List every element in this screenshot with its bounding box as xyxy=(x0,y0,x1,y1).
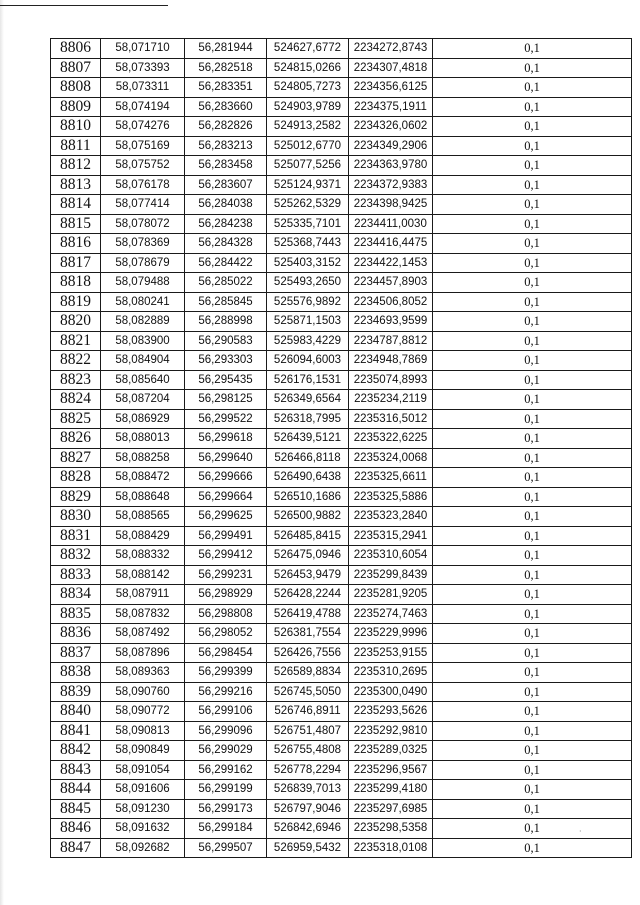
point-id-cell: 8824 xyxy=(51,390,101,410)
x-coordinate-cell: 525012,6770 xyxy=(267,136,349,156)
latitude-cell: 58,079488 xyxy=(101,273,185,293)
x-coordinate-cell: 526428,2244 xyxy=(267,585,349,605)
longitude-cell: 56,299106 xyxy=(185,702,267,722)
latitude-cell: 58,088565 xyxy=(101,507,185,527)
longitude-cell: 56,299184 xyxy=(185,819,267,839)
point-id-cell: 8830 xyxy=(51,507,101,527)
longitude-cell: 56,299491 xyxy=(185,526,267,546)
latitude-cell: 58,073311 xyxy=(101,78,185,98)
longitude-cell: 56,298454 xyxy=(185,643,267,663)
point-id-cell: 8814 xyxy=(51,195,101,215)
table-row xyxy=(51,370,632,390)
y-coordinate-cell: 2234416,4475 xyxy=(349,234,433,254)
latitude-cell: 58,092682 xyxy=(101,838,185,858)
point-id-cell: 8820 xyxy=(51,312,101,332)
x-coordinate-cell: 526485,8415 xyxy=(267,526,349,546)
y-coordinate-cell: 2235229,9996 xyxy=(349,624,433,644)
x-coordinate-cell: 526500,9882 xyxy=(267,507,349,527)
point-id-cell: 8810 xyxy=(51,117,101,137)
latitude-cell: 58,088332 xyxy=(101,546,185,566)
point-id-cell: 8829 xyxy=(51,487,101,507)
y-coordinate-cell: 2234506,8052 xyxy=(349,292,433,312)
value-cell: 0,1 xyxy=(433,565,632,585)
table-row xyxy=(51,39,632,59)
x-coordinate-cell: 524627,6772 xyxy=(267,39,349,59)
y-coordinate-cell: 2234356,6125 xyxy=(349,78,433,98)
value-cell: 0,1 xyxy=(433,838,632,858)
latitude-cell: 58,071710 xyxy=(101,39,185,59)
y-coordinate-cell: 2235074,8993 xyxy=(349,370,433,390)
latitude-cell: 58,084904 xyxy=(101,351,185,371)
longitude-cell: 56,285022 xyxy=(185,273,267,293)
point-id-cell: 8819 xyxy=(51,292,101,312)
table-row xyxy=(51,312,632,332)
longitude-cell: 56,298052 xyxy=(185,624,267,644)
longitude-cell: 56,285845 xyxy=(185,292,267,312)
longitude-cell: 56,299666 xyxy=(185,468,267,488)
value-cell: 0,1 xyxy=(433,663,632,683)
point-id-cell: 8831 xyxy=(51,526,101,546)
y-coordinate-cell: 2234411,0030 xyxy=(349,214,433,234)
x-coordinate-cell: 524805,7273 xyxy=(267,78,349,98)
longitude-cell: 56,281944 xyxy=(185,39,267,59)
table-row xyxy=(51,429,632,449)
longitude-cell: 56,299640 xyxy=(185,448,267,468)
y-coordinate-cell: 2235274,7463 xyxy=(349,604,433,624)
value-cell: 0,1 xyxy=(433,409,632,429)
y-coordinate-cell: 2235300,0490 xyxy=(349,682,433,702)
y-coordinate-cell: 2234372,9383 xyxy=(349,175,433,195)
value-cell: 0,1 xyxy=(433,585,632,605)
point-id-cell: 8813 xyxy=(51,175,101,195)
x-coordinate-cell: 526589,8834 xyxy=(267,663,349,683)
coordinates-table xyxy=(50,38,632,858)
x-coordinate-cell: 526755,4808 xyxy=(267,741,349,761)
longitude-cell: 56,283351 xyxy=(185,78,267,98)
longitude-cell: 56,299522 xyxy=(185,409,267,429)
latitude-cell: 58,091632 xyxy=(101,819,185,839)
longitude-cell: 56,299399 xyxy=(185,663,267,683)
x-coordinate-cell: 526419,4788 xyxy=(267,604,349,624)
point-id-cell: 8815 xyxy=(51,214,101,234)
point-id-cell: 8825 xyxy=(51,409,101,429)
point-id-cell: 8836 xyxy=(51,624,101,644)
latitude-cell: 58,076178 xyxy=(101,175,185,195)
table-row xyxy=(51,292,632,312)
value-cell: 0,1 xyxy=(433,253,632,273)
y-coordinate-cell: 2234363,9780 xyxy=(349,156,433,176)
longitude-cell: 56,299618 xyxy=(185,429,267,449)
y-coordinate-cell: 2235293,5626 xyxy=(349,702,433,722)
x-coordinate-cell: 525124,9371 xyxy=(267,175,349,195)
table-row xyxy=(51,741,632,761)
scan-edge-shadow xyxy=(0,0,4,905)
latitude-cell: 58,083900 xyxy=(101,331,185,351)
x-coordinate-cell: 525493,2650 xyxy=(267,273,349,293)
table-row xyxy=(51,253,632,273)
latitude-cell: 58,088472 xyxy=(101,468,185,488)
longitude-cell: 56,284328 xyxy=(185,234,267,254)
stray-scan-mark: · xyxy=(579,827,582,836)
longitude-cell: 56,293303 xyxy=(185,351,267,371)
value-cell: 0,1 xyxy=(433,97,632,117)
longitude-cell: 56,299216 xyxy=(185,682,267,702)
longitude-cell: 56,299199 xyxy=(185,780,267,800)
x-coordinate-cell: 525871,1503 xyxy=(267,312,349,332)
latitude-cell: 58,087911 xyxy=(101,585,185,605)
latitude-cell: 58,085640 xyxy=(101,370,185,390)
latitude-cell: 58,090813 xyxy=(101,721,185,741)
latitude-cell: 58,087896 xyxy=(101,643,185,663)
value-cell: 0,1 xyxy=(433,292,632,312)
y-coordinate-cell: 2235253,9155 xyxy=(349,643,433,663)
table-row xyxy=(51,331,632,351)
point-id-cell: 8817 xyxy=(51,253,101,273)
point-id-cell: 8844 xyxy=(51,780,101,800)
longitude-cell: 56,283660 xyxy=(185,97,267,117)
latitude-cell: 58,091606 xyxy=(101,780,185,800)
y-coordinate-cell: 2234375,1911 xyxy=(349,97,433,117)
value-cell: 0,1 xyxy=(433,643,632,663)
longitude-cell: 56,282826 xyxy=(185,117,267,137)
latitude-cell: 58,074276 xyxy=(101,117,185,137)
value-cell: 0,1 xyxy=(433,390,632,410)
y-coordinate-cell: 2235299,4180 xyxy=(349,780,433,800)
y-coordinate-cell: 2234272,8743 xyxy=(349,39,433,59)
point-id-cell: 8847 xyxy=(51,838,101,858)
point-id-cell: 8837 xyxy=(51,643,101,663)
latitude-cell: 58,090849 xyxy=(101,741,185,761)
table-row xyxy=(51,409,632,429)
y-coordinate-cell: 2235316,5012 xyxy=(349,409,433,429)
value-cell: 0,1 xyxy=(433,741,632,761)
point-id-cell: 8843 xyxy=(51,760,101,780)
x-coordinate-cell: 525368,7443 xyxy=(267,234,349,254)
x-coordinate-cell: 525077,5256 xyxy=(267,156,349,176)
longitude-cell: 56,284238 xyxy=(185,214,267,234)
longitude-cell: 56,284422 xyxy=(185,253,267,273)
x-coordinate-cell: 525576,9892 xyxy=(267,292,349,312)
value-cell: 0,1 xyxy=(433,117,632,137)
x-coordinate-cell: 525335,7101 xyxy=(267,214,349,234)
longitude-cell: 56,283607 xyxy=(185,175,267,195)
longitude-cell: 56,282518 xyxy=(185,58,267,78)
x-coordinate-cell: 526842,6946 xyxy=(267,819,349,839)
coordinates-table-body xyxy=(51,39,632,858)
y-coordinate-cell: 2234398,9425 xyxy=(349,195,433,215)
y-coordinate-cell: 2234307,4818 xyxy=(349,58,433,78)
y-coordinate-cell: 2235324,0068 xyxy=(349,448,433,468)
table-row xyxy=(51,234,632,254)
table-row xyxy=(51,565,632,585)
longitude-cell: 56,299625 xyxy=(185,507,267,527)
x-coordinate-cell: 526439,5121 xyxy=(267,429,349,449)
x-coordinate-cell: 526746,8911 xyxy=(267,702,349,722)
x-coordinate-cell: 525983,4229 xyxy=(267,331,349,351)
point-id-cell: 8808 xyxy=(51,78,101,98)
latitude-cell: 58,088429 xyxy=(101,526,185,546)
x-coordinate-cell: 526318,7995 xyxy=(267,409,349,429)
y-coordinate-cell: 2234349,2906 xyxy=(349,136,433,156)
latitude-cell: 58,075169 xyxy=(101,136,185,156)
latitude-cell: 58,088648 xyxy=(101,487,185,507)
x-coordinate-cell: 526839,7013 xyxy=(267,780,349,800)
point-id-cell: 8826 xyxy=(51,429,101,449)
point-id-cell: 8845 xyxy=(51,799,101,819)
x-coordinate-cell: 526466,8118 xyxy=(267,448,349,468)
table-row xyxy=(51,702,632,722)
latitude-cell: 58,090760 xyxy=(101,682,185,702)
latitude-cell: 58,073393 xyxy=(101,58,185,78)
table-row xyxy=(51,546,632,566)
point-id-cell: 8841 xyxy=(51,721,101,741)
longitude-cell: 56,299096 xyxy=(185,721,267,741)
longitude-cell: 56,298808 xyxy=(185,604,267,624)
value-cell: 0,1 xyxy=(433,760,632,780)
table-row xyxy=(51,97,632,117)
value-cell: 0,1 xyxy=(433,156,632,176)
point-id-cell: 8833 xyxy=(51,565,101,585)
y-coordinate-cell: 2235289,0325 xyxy=(349,741,433,761)
point-id-cell: 8832 xyxy=(51,546,101,566)
value-cell: 0,1 xyxy=(433,624,632,644)
point-id-cell: 8838 xyxy=(51,663,101,683)
latitude-cell: 58,078072 xyxy=(101,214,185,234)
y-coordinate-cell: 2235296,9567 xyxy=(349,760,433,780)
value-cell: 0,1 xyxy=(433,526,632,546)
point-id-cell: 8806 xyxy=(51,39,101,59)
value-cell: 0,1 xyxy=(433,351,632,371)
latitude-cell: 58,080241 xyxy=(101,292,185,312)
point-id-cell: 8809 xyxy=(51,97,101,117)
value-cell: 0,1 xyxy=(433,273,632,293)
y-coordinate-cell: 2234787,8812 xyxy=(349,331,433,351)
latitude-cell: 58,074194 xyxy=(101,97,185,117)
longitude-cell: 56,284038 xyxy=(185,195,267,215)
y-coordinate-cell: 2235315,2941 xyxy=(349,526,433,546)
point-id-cell: 8818 xyxy=(51,273,101,293)
y-coordinate-cell: 2234326,0602 xyxy=(349,117,433,137)
latitude-cell: 58,078679 xyxy=(101,253,185,273)
value-cell: 0,1 xyxy=(433,702,632,722)
x-coordinate-cell: 526745,5050 xyxy=(267,682,349,702)
point-id-cell: 8807 xyxy=(51,58,101,78)
x-coordinate-cell: 526490,6438 xyxy=(267,468,349,488)
longitude-cell: 56,299231 xyxy=(185,565,267,585)
y-coordinate-cell: 2234693,9599 xyxy=(349,312,433,332)
x-coordinate-cell: 524815,0266 xyxy=(267,58,349,78)
value-cell: 0,1 xyxy=(433,507,632,527)
point-id-cell: 8827 xyxy=(51,448,101,468)
table-row xyxy=(51,390,632,410)
value-cell: 0,1 xyxy=(433,819,632,839)
point-id-cell: 8835 xyxy=(51,604,101,624)
x-coordinate-cell: 526349,6564 xyxy=(267,390,349,410)
longitude-cell: 56,299162 xyxy=(185,760,267,780)
latitude-cell: 58,086929 xyxy=(101,409,185,429)
y-coordinate-cell: 2235325,5886 xyxy=(349,487,433,507)
point-id-cell: 8840 xyxy=(51,702,101,722)
table-row xyxy=(51,624,632,644)
y-coordinate-cell: 2235299,8439 xyxy=(349,565,433,585)
table-row xyxy=(51,507,632,527)
value-cell: 0,1 xyxy=(433,780,632,800)
point-id-cell: 8823 xyxy=(51,370,101,390)
x-coordinate-cell: 524903,9789 xyxy=(267,97,349,117)
table-row xyxy=(51,780,632,800)
x-coordinate-cell: 526426,7556 xyxy=(267,643,349,663)
longitude-cell: 56,299507 xyxy=(185,838,267,858)
x-coordinate-cell: 526510,1686 xyxy=(267,487,349,507)
point-id-cell: 8846 xyxy=(51,819,101,839)
value-cell: 0,1 xyxy=(433,312,632,332)
longitude-cell: 56,283213 xyxy=(185,136,267,156)
value-cell: 0,1 xyxy=(433,214,632,234)
x-coordinate-cell: 524913,2582 xyxy=(267,117,349,137)
longitude-cell: 56,299412 xyxy=(185,546,267,566)
value-cell: 0,1 xyxy=(433,721,632,741)
longitude-cell: 56,298929 xyxy=(185,585,267,605)
y-coordinate-cell: 2234948,7869 xyxy=(349,351,433,371)
y-coordinate-cell: 2235322,6225 xyxy=(349,429,433,449)
value-cell: 0,1 xyxy=(433,468,632,488)
table-row xyxy=(51,117,632,137)
x-coordinate-cell: 525262,5329 xyxy=(267,195,349,215)
point-id-cell: 8816 xyxy=(51,234,101,254)
y-coordinate-cell: 2235297,6985 xyxy=(349,799,433,819)
longitude-cell: 56,299664 xyxy=(185,487,267,507)
latitude-cell: 58,090772 xyxy=(101,702,185,722)
x-coordinate-cell: 526453,9479 xyxy=(267,565,349,585)
y-coordinate-cell: 2235281,9205 xyxy=(349,585,433,605)
y-coordinate-cell: 2235318,0108 xyxy=(349,838,433,858)
longitude-cell: 56,298125 xyxy=(185,390,267,410)
y-coordinate-cell: 2235310,2695 xyxy=(349,663,433,683)
latitude-cell: 58,087204 xyxy=(101,390,185,410)
value-cell: 0,1 xyxy=(433,39,632,59)
y-coordinate-cell: 2234457,8903 xyxy=(349,273,433,293)
point-id-cell: 8821 xyxy=(51,331,101,351)
table-row xyxy=(51,585,632,605)
value-cell: 0,1 xyxy=(433,546,632,566)
x-coordinate-cell: 526797,9046 xyxy=(267,799,349,819)
value-cell: 0,1 xyxy=(433,448,632,468)
table-row xyxy=(51,468,632,488)
y-coordinate-cell: 2234422,1453 xyxy=(349,253,433,273)
table-row xyxy=(51,175,632,195)
value-cell: 0,1 xyxy=(433,799,632,819)
table-row xyxy=(51,838,632,858)
latitude-cell: 58,088142 xyxy=(101,565,185,585)
value-cell: 0,1 xyxy=(433,136,632,156)
latitude-cell: 58,087492 xyxy=(101,624,185,644)
table-row xyxy=(51,448,632,468)
table-row xyxy=(51,487,632,507)
table-row xyxy=(51,526,632,546)
table-row xyxy=(51,78,632,98)
latitude-cell: 58,091230 xyxy=(101,799,185,819)
value-cell: 0,1 xyxy=(433,234,632,254)
point-id-cell: 8828 xyxy=(51,468,101,488)
table-row xyxy=(51,351,632,371)
latitude-cell: 58,082889 xyxy=(101,312,185,332)
table-row xyxy=(51,643,632,663)
value-cell: 0,1 xyxy=(433,175,632,195)
longitude-cell: 56,299173 xyxy=(185,799,267,819)
value-cell: 0,1 xyxy=(433,604,632,624)
table-row xyxy=(51,195,632,215)
longitude-cell: 56,295435 xyxy=(185,370,267,390)
y-coordinate-cell: 2235325,6611 xyxy=(349,468,433,488)
table-row xyxy=(51,799,632,819)
value-cell: 0,1 xyxy=(433,370,632,390)
x-coordinate-cell: 526475,0946 xyxy=(267,546,349,566)
latitude-cell: 58,089363 xyxy=(101,663,185,683)
value-cell: 0,1 xyxy=(433,195,632,215)
point-id-cell: 8812 xyxy=(51,156,101,176)
x-coordinate-cell: 526176,1531 xyxy=(267,370,349,390)
x-coordinate-cell: 526094,6003 xyxy=(267,351,349,371)
latitude-cell: 58,087832 xyxy=(101,604,185,624)
longitude-cell: 56,283458 xyxy=(185,156,267,176)
value-cell: 0,1 xyxy=(433,487,632,507)
y-coordinate-cell: 2235298,5358 xyxy=(349,819,433,839)
y-coordinate-cell: 2235234,2119 xyxy=(349,390,433,410)
table-row xyxy=(51,136,632,156)
longitude-cell: 56,288998 xyxy=(185,312,267,332)
latitude-cell: 58,075752 xyxy=(101,156,185,176)
value-cell: 0,1 xyxy=(433,331,632,351)
longitude-cell: 56,290583 xyxy=(185,331,267,351)
value-cell: 0,1 xyxy=(433,58,632,78)
value-cell: 0,1 xyxy=(433,429,632,449)
latitude-cell: 58,077414 xyxy=(101,195,185,215)
table-row xyxy=(51,819,632,839)
table-row xyxy=(51,760,632,780)
latitude-cell: 58,078369 xyxy=(101,234,185,254)
x-coordinate-cell: 526778,2294 xyxy=(267,760,349,780)
point-id-cell: 8822 xyxy=(51,351,101,371)
point-id-cell: 8811 xyxy=(51,136,101,156)
y-coordinate-cell: 2235292,9810 xyxy=(349,721,433,741)
x-coordinate-cell: 526381,7554 xyxy=(267,624,349,644)
table-row xyxy=(51,604,632,624)
value-cell: 0,1 xyxy=(433,682,632,702)
latitude-cell: 58,088013 xyxy=(101,429,185,449)
point-id-cell: 8842 xyxy=(51,741,101,761)
table-row xyxy=(51,156,632,176)
y-coordinate-cell: 2235310,6054 xyxy=(349,546,433,566)
table-row xyxy=(51,273,632,293)
value-cell: 0,1 xyxy=(433,78,632,98)
x-coordinate-cell: 526959,5432 xyxy=(267,838,349,858)
table-row xyxy=(51,58,632,78)
y-coordinate-cell: 2235323,2840 xyxy=(349,507,433,527)
table-row xyxy=(51,682,632,702)
latitude-cell: 58,091054 xyxy=(101,760,185,780)
top-rule-line xyxy=(0,5,168,6)
point-id-cell: 8839 xyxy=(51,682,101,702)
latitude-cell: 58,088258 xyxy=(101,448,185,468)
table-row xyxy=(51,663,632,683)
longitude-cell: 56,299029 xyxy=(185,741,267,761)
point-id-cell: 8834 xyxy=(51,585,101,605)
x-coordinate-cell: 525403,3152 xyxy=(267,253,349,273)
table-row xyxy=(51,214,632,234)
x-coordinate-cell: 526751,4807 xyxy=(267,721,349,741)
table-row xyxy=(51,721,632,741)
